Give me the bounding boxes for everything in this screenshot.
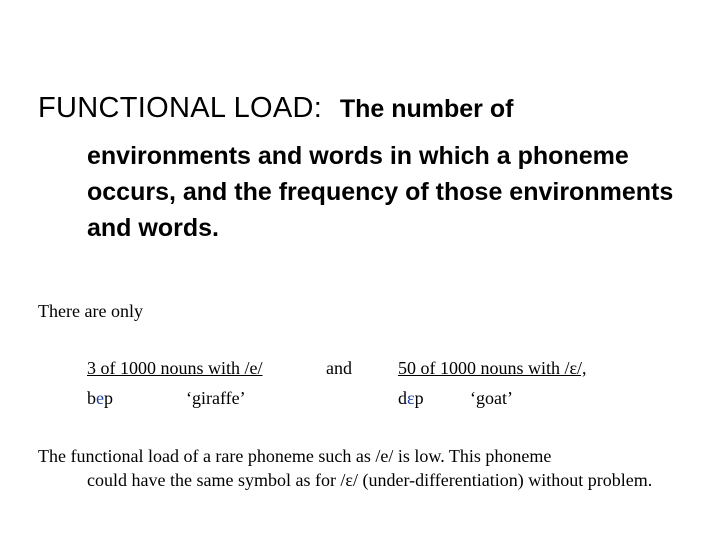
heading-line [38, 92, 513, 125]
closing-first-line: The functional load of a rare phoneme such as /e/ is low. This phoneme [38, 446, 552, 466]
definition-start: The number of [339, 95, 514, 123]
definition-continuation: environments and words in which a phoneme occurs, and the frequency of those environments and words. [87, 142, 674, 242]
example-left-word [87, 388, 113, 409]
example-right-stat: 50 of 1000 nouns with /ɛ/, [398, 358, 587, 378]
word-prefix: b [87, 388, 96, 408]
word-vowel: ɛ [407, 388, 415, 408]
intro-text: There are only [38, 301, 143, 321]
example-left-stat: 3 of 1000 nouns with /e/ [87, 358, 263, 378]
example-right-word [398, 388, 424, 409]
closing-paragraph [38, 445, 698, 492]
connector-text: and [326, 358, 352, 378]
word-prefix: d [398, 388, 407, 408]
closing-continuation: could have the same symbol as for /ɛ/ (under-differentiation) without problem. [87, 469, 653, 490]
term-title: FUNCTIONAL LOAD [38, 92, 314, 124]
example-right-gloss: ‘goat’ [470, 388, 513, 408]
example-left-gloss: ‘giraffe’ [186, 388, 246, 408]
word-suffix: p [104, 388, 113, 408]
term-colon: : [313, 92, 322, 124]
word-vowel: e [96, 388, 104, 408]
word-suffix: p [414, 388, 424, 408]
